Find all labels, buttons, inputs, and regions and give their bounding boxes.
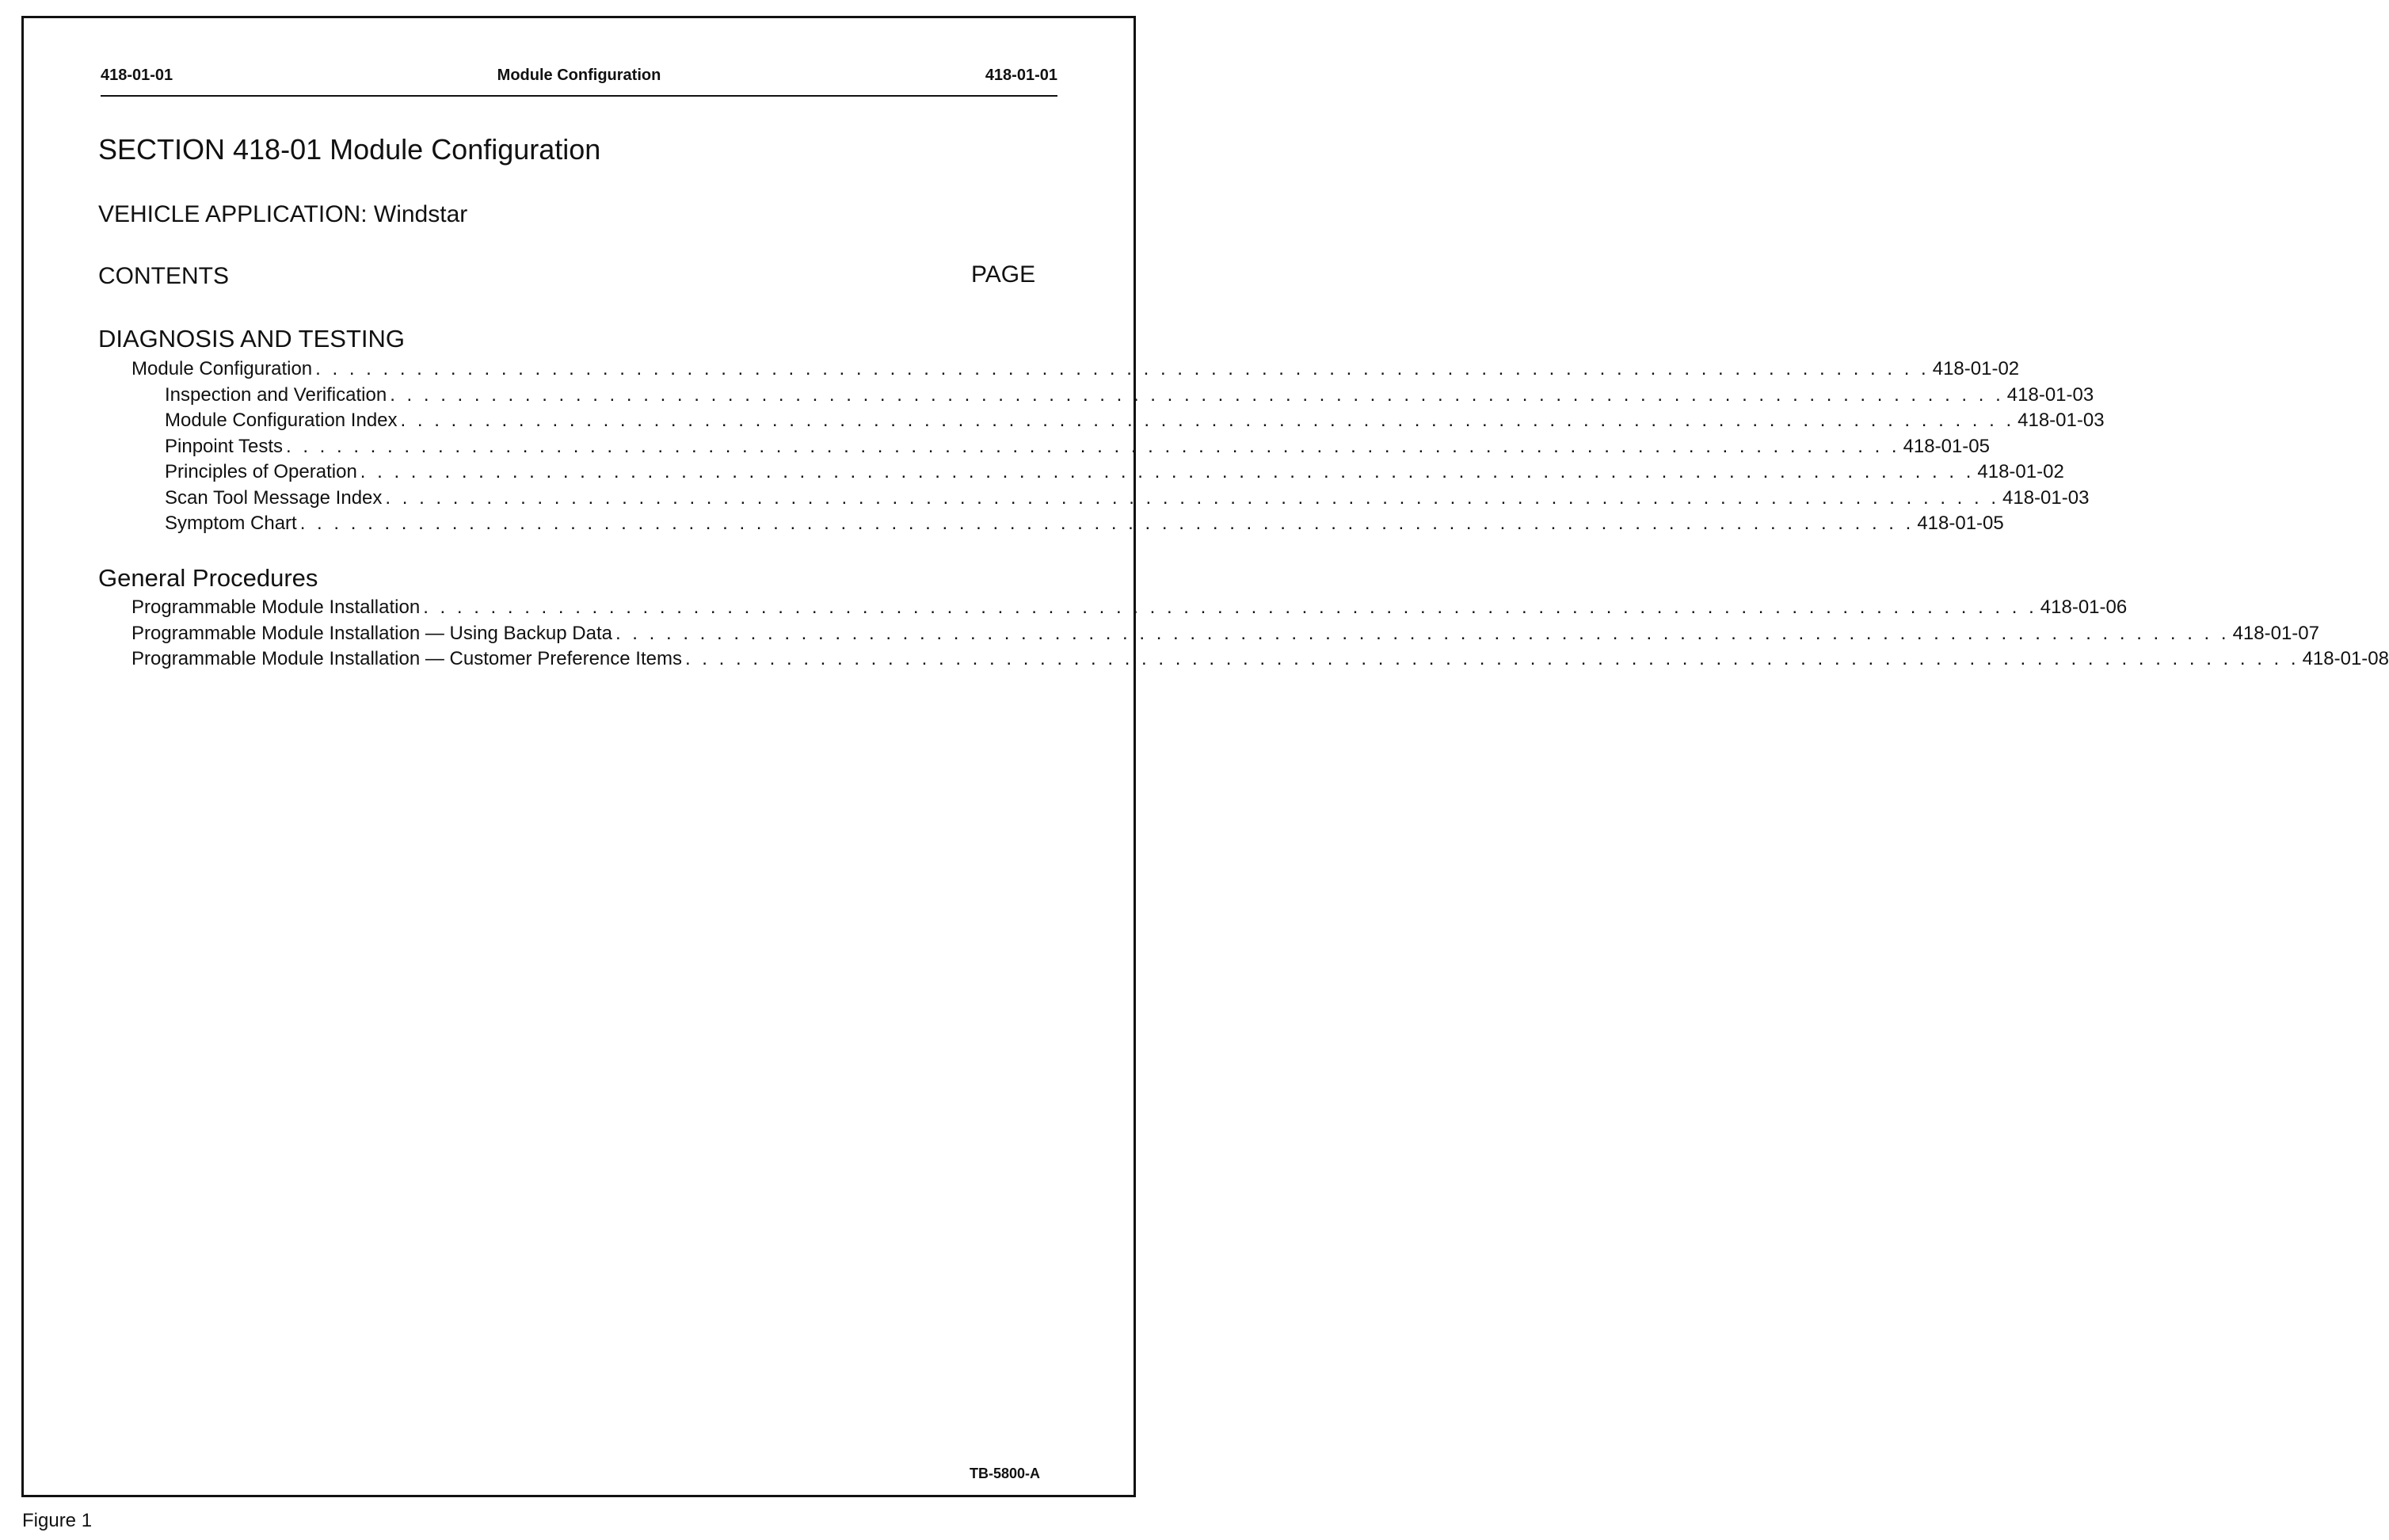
toc-entry-page: 418-01-03 xyxy=(2002,487,2090,509)
toc-entry[interactable] xyxy=(165,410,2105,435)
section-title: SECTION 418-01 Module Configuration xyxy=(98,133,601,166)
toc-entry[interactable] xyxy=(131,358,2020,383)
toc-entry-title: Pinpoint Tests xyxy=(165,436,283,457)
running-header xyxy=(101,67,1057,97)
dot-leader: . . . . . . . . . . . . . . . . . . . . . . . . . . . . . . . . . . . . . . . . . . . . . . . . . . . . . . . . . . . . . . . . . . . . . . . . . . . . . . . . . . . . . . . . . . . . . . . . xyxy=(360,461,1975,482)
toc-entry[interactable] xyxy=(131,648,2389,673)
toc-entry-page: 418-01-05 xyxy=(1917,513,2004,534)
figure-caption: Figure 1 xyxy=(22,1510,93,1531)
toc-entry-title: Programmable Module Installation — Using Backup Data xyxy=(131,623,612,644)
toc-group-heading: DIAGNOSIS AND TESTING xyxy=(98,325,406,353)
dot-leader: . . . . . . . . . . . . . . . . . . . . . . . . . . . . . . . . . . . . . . . . . . . . . . . . . . . . . . . . . . . . . . . . . . . . . . . . . . . . . . . . . . . . . . . . . . . . . . . . xyxy=(299,513,1915,534)
toc-entry-page: 418-01-08 xyxy=(2302,648,2389,669)
toc-entry[interactable] xyxy=(131,597,2128,622)
contents-label: CONTENTS xyxy=(98,263,229,289)
header-title: Module Configuration xyxy=(497,67,661,84)
toc-entry-page: 418-01-03 xyxy=(2018,410,2105,431)
toc-group-heading: General Procedures xyxy=(98,564,318,592)
dot-leader: . . . . . . . . . . . . . . . . . . . . . . . . . . . . . . . . . . . . . . . . . . . . . . . . . . . . . . . . . . . . . . . . . . . . . . . . . . . . . . . . . . . . . . . . . . . . . . . . xyxy=(615,623,2230,644)
toc-entry-page: 418-01-03 xyxy=(2006,384,2094,406)
page-column-label: PAGE xyxy=(971,261,1036,288)
toc-entry-page: 418-01-06 xyxy=(2040,597,2128,618)
toc-entry[interactable] xyxy=(165,487,2090,513)
toc-entry-title: Module Configuration xyxy=(131,358,313,379)
toc-entry[interactable] xyxy=(131,623,2319,648)
dot-leader: . . . . . . . . . . . . . . . . . . . . . . . . . . . . . . . . . . . . . . . . . . . . . . . . . . . . . . . . . . . . . . . . . . . . . . . . . . . . . . . . . . . . . . . . . . . . . . . . xyxy=(400,410,2015,431)
toc-entry-title: Symptom Chart xyxy=(165,513,297,534)
dot-leader: . . . . . . . . . . . . . . . . . . . . . . . . . . . . . . . . . . . . . . . . . . . . . . . . . . . . . . . . . . . . . . . . . . . . . . . . . . . . . . . . . . . . . . . . . . . . . . . . xyxy=(423,597,2037,618)
toc-entry[interactable] xyxy=(165,436,1990,461)
dot-leader: . . . . . . . . . . . . . . . . . . . . . . . . . . . . . . . . . . . . . . . . . . . . . . . . . . . . . . . . . . . . . . . . . . . . . . . . . . . . . . . . . . . . . . . . . . . . . . . . xyxy=(285,436,1900,457)
dot-leader: . . . . . . . . . . . . . . . . . . . . . . . . . . . . . . . . . . . . . . . . . . . . . . . . . . . . . . . . . . . . . . . . . . . . . . . . . . . . . . . . . . . . . . . . . . . . . . . . xyxy=(684,648,2299,669)
toc-entry[interactable] xyxy=(165,461,2064,486)
toc-entry[interactable] xyxy=(165,384,2094,410)
toc-entry-page: 418-01-02 xyxy=(1977,461,2064,482)
header-left-code: 418-01-01 xyxy=(101,67,173,84)
toc-entry-page: 418-01-02 xyxy=(1932,358,2020,379)
header-right-code: 418-01-01 xyxy=(985,67,1057,84)
toc-entry-title: Programmable Module Installation xyxy=(131,597,421,618)
toc-entry-page: 418-01-05 xyxy=(1903,436,1990,457)
toc-entry[interactable] xyxy=(165,513,2004,538)
vehicle-application: VEHICLE APPLICATION: Windstar xyxy=(98,201,468,227)
dot-leader: . . . . . . . . . . . . . . . . . . . . . . . . . . . . . . . . . . . . . . . . . . . . . . . . . . . . . . . . . . . . . . . . . . . . . . . . . . . . . . . . . . . . . . . . . . . . . . . . xyxy=(385,487,1999,509)
toc-entry-title: Programmable Module Installation — Customer Preference Items xyxy=(131,648,682,669)
page-border xyxy=(21,16,1136,1497)
reference-code: TB-5800-A xyxy=(970,1466,1041,1481)
toc-entry-title: Principles of Operation xyxy=(165,461,357,482)
toc-entry-title: Scan Tool Message Index xyxy=(165,487,383,509)
toc-entry-title: Inspection and Verification xyxy=(165,384,387,406)
dot-leader: . . . . . . . . . . . . . . . . . . . . . . . . . . . . . . . . . . . . . . . . . . . . . . . . . . . . . . . . . . . . . . . . . . . . . . . . . . . . . . . . . . . . . . . . . . . . . . . . xyxy=(315,358,1930,379)
toc-entry-title: Module Configuration Index xyxy=(165,410,398,431)
toc-entry-page: 418-01-07 xyxy=(2232,623,2319,644)
dot-leader: . . . . . . . . . . . . . . . . . . . . . . . . . . . . . . . . . . . . . . . . . . . . . . . . . . . . . . . . . . . . . . . . . . . . . . . . . . . . . . . . . . . . . . . . . . . . . . . . xyxy=(390,384,2004,406)
